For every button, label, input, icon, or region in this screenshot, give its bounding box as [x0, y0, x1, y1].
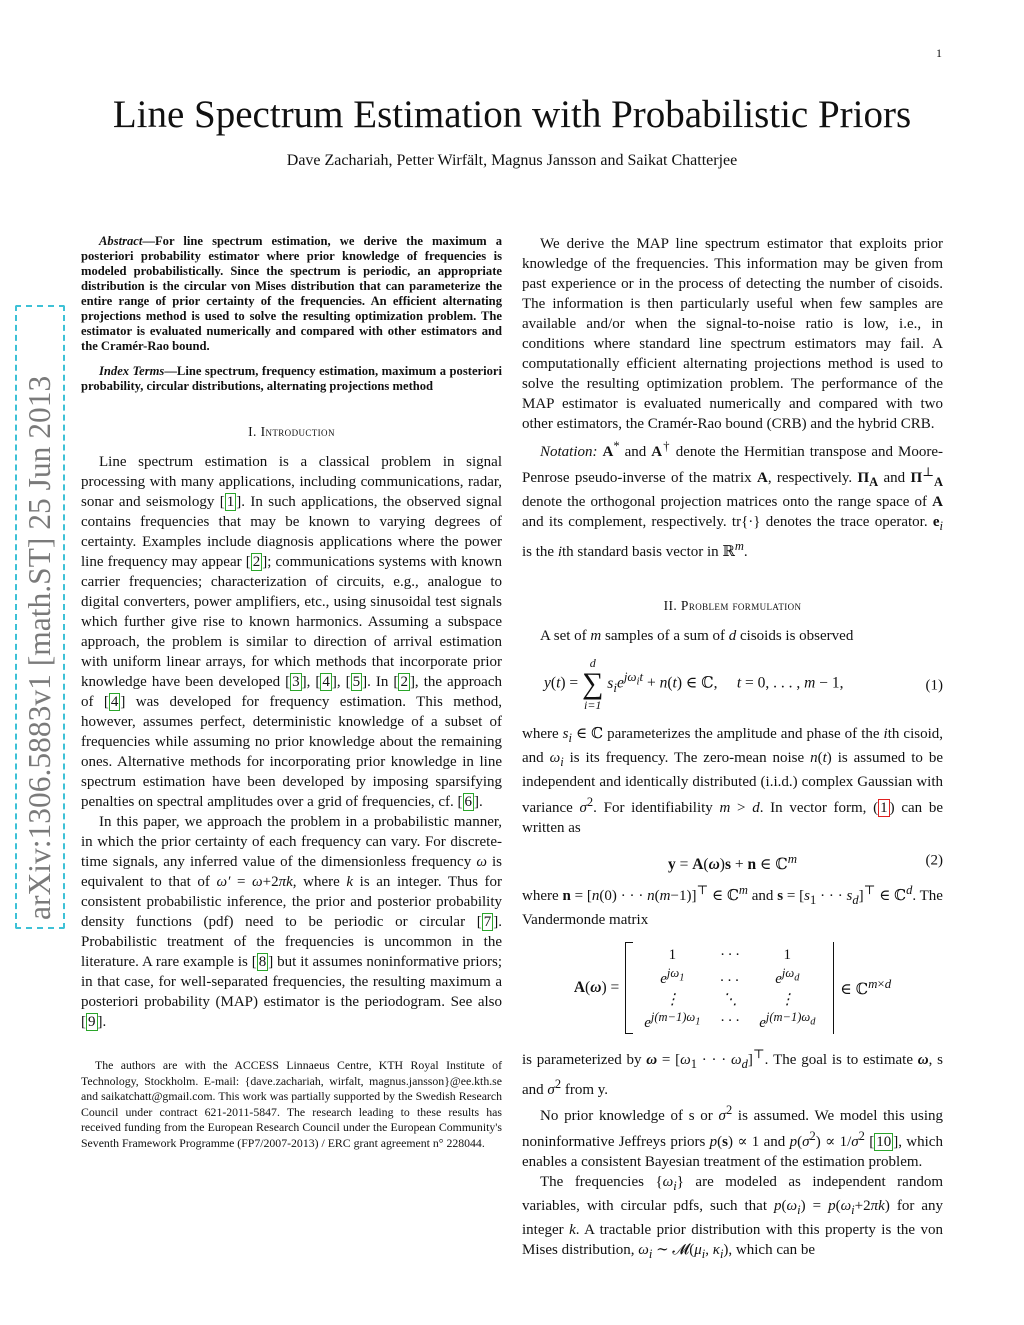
intro-paragraph-2: In this paper, we approach the problem in a probabilistic manner, in which the prior certainty of each frequency can vary. For discrete-time signals, any inferred value of the dimensionless frequency ω is equivalent to that of ω′ = ω+2πk, where k is an integer. Thus for consistent probabilistic inference, the prior and posterior probability density functions (pdf) need to be periodic or circular [ 7 ]. Probabilistic treatment of the frequencies is uncommon in the literature. A rare example is [ 8 ] but it assumes noninformative priors; in that case, for well-separated frequencies, the resulting maximum a posteriori probability (MAP) estimator is the periodogram. See also [ 9 ]. [81, 814, 503, 1030]
citation-link[interactable]: 2 [400, 674, 408, 690]
problem-paragraph-4: is parameterized by $\omega = [\omega_1$ · · · $\omega_d]^⊤$. The goal is to estimate ω, s and $\sigma^2$ from y. [522, 1047, 943, 1098]
problem-paragraph-3: where n = [n(0) · · · n(m−1)]⊤ ∈ ℂ$^m$ and $s = [s_1$ · · · $s_d]^⊤$ ∈ ℂ$^d$. The Vandermonde matrix [522, 883, 943, 928]
citation-link[interactable]: 4 [110, 694, 119, 710]
notation-paragraph: Notation: A* and A† denote the Hermitian transpose and Moore-Penrose pseudo-inverse of the matrix A, respectively. $\Pi_A$ and $\Pi^\perp_A$ denote the orthogonal projection matrices onto the range space of A and its complement, respectively. tr{·} denotes the trace operator. $e_i$ is the ith standard basis vector in ℝ$^m$. [522, 439, 944, 560]
section-problem-formulation-title: II. Problem formulation [663, 598, 802, 613]
problem-paragraph-2: where $s_i$ ∈ ℂ parameterizes the amplitude and phase of the ith cisoid, and $\omega_i$ is its frequency. The zero-mean noise n(t) is assumed to be independent and identically distributed (i.i.d.) complex Gaussian with variance $\sigma^2$. For identifiability m > d. In vector form, ( 1 ) can be written as [522, 726, 943, 836]
citation-link[interactable]: 8 [258, 954, 267, 970]
citation-link[interactable]: 2 [252, 554, 261, 570]
citation-link[interactable]: 6 [464, 794, 473, 810]
problem-paragraph-1: A set of m samples of a sum of d cisoids is observed [540, 628, 854, 644]
problem-paragraph-6: The frequencies $\{\omega_i\}$ are modeled as independent random variables, with circular pdfs, such that $p(\omega_i) = p(\omega_i+2\pi k)$ for any integer k. A tractable prior distribution with this property is the von Mises distribution, $\omega_i$ ∼ $𝓜(\mu_i$, $\kappa_i$), which can be [522, 1174, 943, 1261]
citation-link[interactable]: 7 [483, 914, 492, 930]
matrix-brackets [625, 942, 834, 1034]
problem-paragraph-5: No prior knowledge of s or $\sigma^2$ is assumed. We model this using noninformative Jeffreys priors p(s) ∝ 1 and $p(\sigma^2) \propto 1/\sigma^2$ [ 10 ], which enables a consistent Bayesian treatment of the estimation problem. [522, 1103, 943, 1170]
section-introduction-title: I. Introduction [248, 424, 335, 439]
citation-link[interactable]: 10 [876, 1134, 892, 1150]
citation-link[interactable]: 1 [226, 494, 235, 510]
equation-1: y(t) = d ∑ i=1 $s_ie^{j\omega_it} + n(t)$ ∈ ℂ, t = 0, . . . , m − 1, (1) [544, 656, 943, 712]
arxiv-stamp[interactable]: arXiv:1306.5883v1 [math.ST] 25 Jun 2013 [22, 375, 57, 920]
equation-number: (2) [925, 852, 943, 869]
citation-link[interactable]: 5 [352, 674, 361, 690]
citation-link[interactable]: 3 [292, 674, 300, 690]
notation-label: Notation: [540, 444, 598, 460]
left-column [81, 234, 502, 1151]
right-column [522, 234, 943, 1264]
equation-2: y = A(ω)s + n ∈ ℂ$^m$ (2) [667, 851, 943, 874]
contribution-paragraph: We derive the MAP line spectrum estimator that exploits prior knowledge of the frequencies. This information may be given from past experience or in the process of detecting the number of cisoids. The information is then particularly useful when few samples are available and/or when the signal-to-noise ratio is low, i.e., in conditions where standard line spectrum estimators may fail. A computationally efficient alternating projections method is used to solve the resulting optimization problem. The performance of the MAP estimator is evaluated numerically and compared with two other estimators, the Cramér-Rao bound (CRB) and the hybrid CRB. [522, 236, 943, 432]
abstract-text: —For line spectrum estimation, we derive the maximum a posteriori probability estimator where prior knowledge of frequencies is modeled probabilistically. Since the spectrum is periodic, an appropriate distribution is the circular von Mises distribution that can parameterize the entire range of prior certainty of the frequencies. An efficient alternating projections method is used to solve the resulting optimization problem. The estimator is evaluated numerically and compared with other estimators and the Cramér-Rao bound. [81, 234, 502, 353]
citation-link[interactable]: 4 [322, 674, 330, 690]
author-list: Dave Zachariah, Petter Wirfält, Magnus Jansson and Saikat Chatterjee [286, 152, 738, 169]
equation-number: (1) [925, 677, 943, 694]
intro-paragraph-1: Line spectrum estimation is a classical problem in signal processing with many applications, including communications, radar, sonar and seismology [ 1 ]. In such applications, the observed signal contains frequencies that may be known to varying degrees of certainty. Examples include diagnosis applications where the power line frequency may appear [ 2 ]; communications systems with known carrier frequencies; characterization of circuits, e.g., analogue to digital converters, power amplifiers, etc., using sinusoidal test signals which further give rise to known harmonics. Assuming a subspace approach, the problem is similar to direction of arrival estimation with uniform linear arrays, for which methods that incorporate prior knowledge have been developed [ 3 ], [ 4 ], [ 5 ]. In [ 2 ], the approach of [ 4 ] was developed for frequency estimation. This method, however, assumes perfect, deterministic knowledge of a subset of frequencies while assuming no prior knowledge about the remaining ones. Alternative methods for incorporating prior knowledge in line spectrum estimation have been developed by imposing sparsifying penalties on spectral amplitudes over a grid of frequencies, cf. [ 6 ]. [81, 454, 502, 810]
index-terms [81, 364, 502, 394]
equation-reference-link[interactable]: 1 [880, 800, 888, 816]
footnote: The authors are with the ACCESS Linnaeus Centre, KTH Royal Institute of Technology, Stockholm. E-mail: {dave.zachariah, wirfalt, magnus.jansson}@ee.kth.se and saikatchatt@gmail.com. This work was partially supported by the Swedish Research Council under contract 621-2011-5847. The research leading to these results has received funding from the European Research Council under the European Community's Seventh Framework Programme (FP7/2007-2013) / ERC grant agreement n° 228044. [81, 1058, 502, 1150]
paper-title: Line Spectrum Estimation with Probabilistic Priors [112, 93, 912, 136]
index-terms-label: Index Terms [99, 364, 165, 378]
abstract [81, 234, 502, 354]
citation-link[interactable]: 9 [88, 1014, 96, 1030]
page-number: 1 [936, 46, 942, 60]
index-terms-text: —Line spectrum, frequency estimation, maximum a posteriori probability, circular distributions, alternating projections method [81, 364, 503, 393]
abstract-label: Abstract [99, 234, 143, 248]
vandermonde-matrix-equation: A(ω) = 1 · · · 1 $e^{j\omega_1}$ . . . $e^{j\omega_d}$ ⋮ ⋱ ⋮ $e^{j(m-1)\omega_1}$ · · · $e^{j(m-1)\omega_d}$ ∈ ℂ$^{m\times d}$ [522, 936, 943, 1040]
matrix-body: 1 · · · 1 $e^{j\omega_1}$ . . . $e^{j\omega_d}$ ⋮ ⋱ ⋮ $e^{j(m-1)\omega_1}$ · · · $e^{j(m-1)\omega_d}$ [644, 946, 816, 1031]
